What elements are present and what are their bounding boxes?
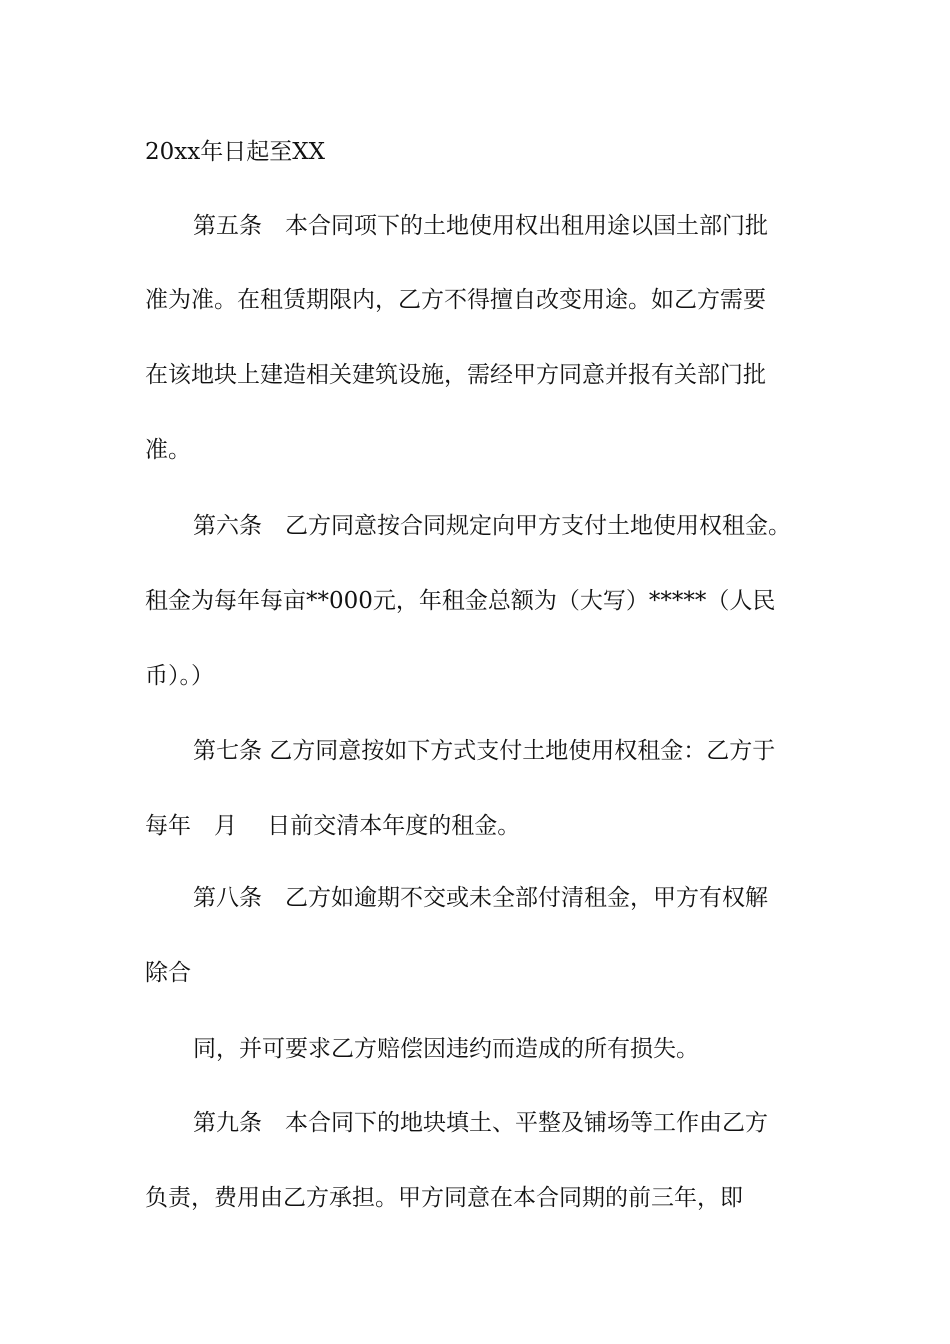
- article-9-line-1: 第九条 本合同下的地块填土、平整及铺场等工作由乙方: [193, 1110, 768, 1136]
- article-8-line-2: 除合: [145, 960, 191, 986]
- article-8-line-3: 同，并可要求乙方赔偿因违约而造成的所有损失。: [193, 1036, 699, 1062]
- article-5-line-4: 准。: [145, 437, 191, 463]
- text-line-term-end: 20xx年日起至XX: [145, 139, 325, 165]
- article-7-line-2: 每年 月 日前交清本年度的租金。: [145, 813, 521, 839]
- article-5-line-3: 在该地块上建造相关建筑设施，需经甲方同意并报有关部门批: [145, 362, 766, 388]
- article-5-line-1: 第五条 本合同项下的土地使用权出租用途以国土部门批: [193, 213, 768, 239]
- article-7-line-1: 第七条 乙方同意按如下方式支付土地使用权租金：乙方于: [193, 738, 776, 764]
- article-8-line-1: 第八条 乙方如逾期不交或未全部付清租金，甲方有权解: [193, 885, 768, 911]
- article-6-line-2: 租金为每年每亩**000元，年租金总额为（大写）*****（人民: [145, 588, 776, 614]
- article-9-line-2: 负责，费用由乙方承担。甲方同意在本合同期的前三年，即: [145, 1185, 743, 1211]
- article-6-line-3: 币）。）: [145, 663, 214, 689]
- article-5-line-2: 准为准。在租赁期限内，乙方不得擅自改变用途。如乙方需要: [145, 287, 766, 313]
- article-6-line-1: 第六条 乙方同意按合同规定向甲方支付土地使用权租金。: [193, 513, 791, 539]
